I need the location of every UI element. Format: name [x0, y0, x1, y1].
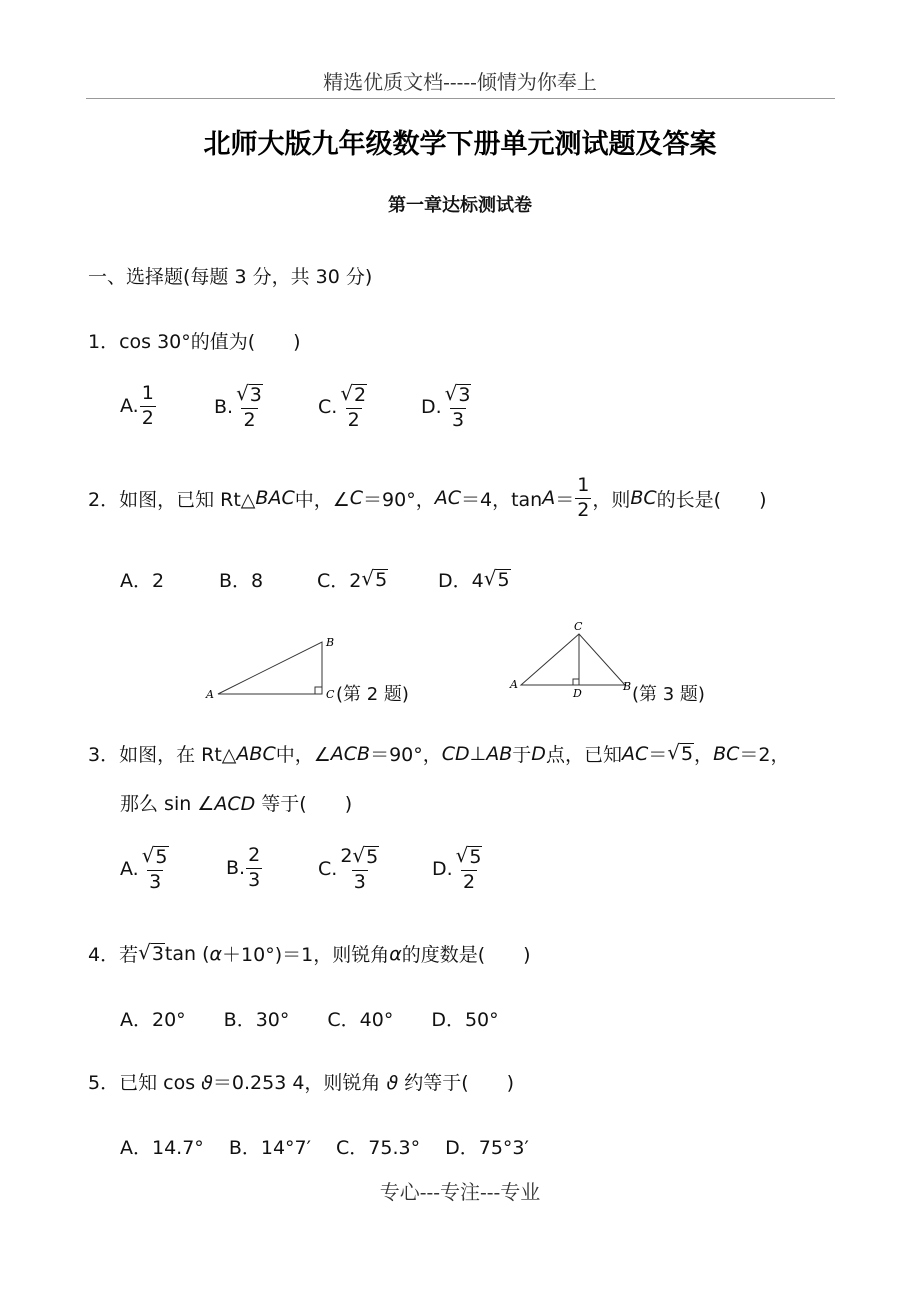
q1-option-b-fraction	[234, 381, 265, 431]
q3-b-denominator: 3	[248, 868, 261, 891]
q2-angle-c: C	[349, 487, 364, 510]
q2-fraction	[575, 476, 591, 521]
sqrt-icon: √	[138, 939, 151, 964]
q1-b-radicand: 3	[249, 384, 262, 406]
q2-option-b: B．8	[219, 570, 264, 592]
q3-option-a-label: A.	[120, 858, 139, 881]
q1-option-b	[214, 381, 266, 431]
q3-option-d	[432, 843, 485, 893]
fig3-label-a: A	[510, 678, 518, 691]
sqrt-icon: √	[340, 381, 354, 405]
q4-text-3: ＋10°)＝1，则锐角	[222, 944, 390, 966]
q2-text-3: ＝90°，	[363, 488, 435, 511]
sqrt-icon: √	[141, 843, 155, 867]
q3-c-coef: 2	[340, 845, 353, 867]
q4-text-4: 的度数是( )	[401, 944, 531, 966]
fig3-triangle-shape	[521, 634, 625, 685]
fig2-caption: (第 2 题)	[336, 684, 409, 705]
q3-text-4: 于	[512, 744, 532, 766]
fig2-right-angle-mark	[315, 687, 322, 694]
q2-text-5: ，则	[592, 488, 631, 511]
q5-text-2: ＝0.253 4，则锐角	[212, 1072, 387, 1094]
q3-option-b	[226, 846, 263, 891]
q4-alpha-2: α	[389, 942, 402, 965]
q5-theta: ϑ	[201, 1072, 213, 1094]
q3-text-7: ＝2，	[739, 744, 790, 766]
q2-option-d-coef: D．4	[438, 570, 484, 592]
q2-segment-ac: AC	[434, 487, 461, 510]
q1-b-denominator: 2	[243, 408, 256, 431]
sqrt-icon: √	[483, 565, 497, 590]
q3-option-d-fraction	[454, 843, 485, 893]
q1-option-d-fraction	[443, 381, 474, 431]
figure-q2-triangle	[200, 632, 340, 704]
q3-equals: ＝	[648, 744, 668, 766]
sqrt-icon: √	[455, 843, 469, 867]
q1-option-c	[318, 381, 370, 431]
q2-c-radicand: 5	[375, 568, 388, 591]
q3-text-6: ，	[694, 744, 714, 766]
q2-text-1: 2．如图，已知 Rt△	[88, 488, 256, 511]
fig3-label-b: B	[623, 680, 632, 693]
q3-line2-text-1: 那么 sin ∠	[120, 793, 215, 815]
fig3-label-c: C	[574, 620, 583, 633]
q1-option-a-fraction	[140, 384, 156, 429]
q3-segment-cd: CD	[441, 742, 470, 765]
q3-segment-ab: AB	[486, 742, 513, 765]
q1-a-denominator: 2	[141, 406, 154, 429]
question-2-stem	[88, 476, 767, 521]
q3-perp: ⊥	[469, 742, 487, 765]
question-4-stem	[88, 940, 531, 967]
q3-text-5: 点，已知	[545, 744, 622, 766]
q4-text-2: tan (	[164, 942, 210, 965]
q2-denominator: 2	[577, 498, 590, 521]
q4-text-1: 4．若	[88, 944, 139, 966]
q3-option-a-fraction	[140, 843, 171, 893]
document-title: 北师大版九年级数学下册单元测试题及答案	[203, 129, 717, 160]
fig2-label-b: B	[326, 636, 335, 649]
sqrt-icon: √	[236, 381, 249, 405]
q3-d-radicand: 5	[469, 846, 482, 868]
sqrt-icon: √	[352, 843, 366, 867]
q3-b-numerator: 2	[248, 844, 261, 866]
fig3-label-d: D	[573, 687, 582, 700]
q3-text-3: ＝90°，	[370, 744, 442, 766]
fig2-label-c: C	[326, 688, 335, 701]
q2-text-6: 的长是( )	[656, 488, 767, 511]
q2-text-2: 中，∠	[294, 488, 350, 511]
q3-segment-bc: BC	[713, 742, 740, 765]
q1-d-denominator: 3	[452, 408, 465, 431]
q1-option-c-fraction	[338, 381, 369, 431]
q3-option-c	[318, 843, 382, 893]
q3-radicand: 5	[680, 742, 694, 765]
q3-option-b-fraction	[246, 846, 262, 891]
q3-segment-ac: AC	[621, 742, 649, 765]
q3-angle-acb: ACB	[330, 742, 371, 765]
q5-text-1: 5．已知 cos	[88, 1072, 202, 1094]
q3-c-denominator: 3	[353, 870, 366, 893]
q2-numerator: 1	[577, 474, 590, 496]
question-3-stem-line2	[120, 789, 352, 816]
fig2-triangle-shape	[218, 642, 322, 694]
fig3-caption: (第 3 题)	[632, 684, 705, 705]
q1-option-c-label: C.	[318, 396, 338, 419]
header-rule	[86, 98, 835, 99]
sqrt-icon: √	[361, 565, 375, 590]
q2-angle-a: A	[542, 487, 556, 510]
q2-option-d	[438, 566, 511, 593]
q2-option-c-coef: C．2	[317, 570, 362, 592]
page-header: 精选优质文档-----倾情为你奉上	[323, 70, 597, 94]
q4-alpha: α	[209, 942, 223, 965]
section-heading: 一、选择题(每题 3 分，共 30 分)	[88, 266, 373, 288]
q3-option-c-label: C.	[318, 858, 338, 881]
fig2-label-a: A	[206, 688, 214, 701]
q2-segment-bc: BC	[630, 487, 657, 510]
q3-text-1: 3．如图，在 Rt△	[88, 744, 237, 766]
q1-option-a-label: A.	[120, 395, 139, 418]
sqrt-icon: √	[444, 381, 458, 405]
q1-d-radicand: 3	[458, 384, 471, 406]
q3-d-denominator: 2	[463, 870, 476, 893]
q3-option-a	[120, 843, 172, 893]
q5-theta-2: ϑ	[386, 1072, 399, 1094]
q2-d-radicand: 5	[497, 568, 510, 591]
q1-option-b-label: B.	[214, 396, 234, 419]
q3-angle-acd: ACD	[214, 793, 256, 815]
chapter-subtitle: 第一章达标测试卷	[388, 195, 532, 216]
q3-option-c-fraction	[338, 843, 381, 893]
page-footer: 专心---专注---专业	[379, 1180, 541, 1204]
q1-option-a	[120, 384, 157, 429]
q3-triangle: ABC	[236, 742, 276, 765]
sqrt-icon: √	[667, 739, 680, 764]
q1-c-radicand: 2	[354, 384, 367, 406]
q5-options: A．14.7° B．14°7′ C．75.3° D．75°3′	[120, 1137, 529, 1159]
q2-option-a: A．2	[120, 570, 165, 592]
q4-radicand: 3	[151, 942, 164, 965]
q3-point-d: D	[531, 742, 546, 765]
q3-option-d-label: D.	[432, 858, 453, 881]
q1-a-numerator: 1	[141, 382, 154, 404]
q2-text-4: ＝4，tan	[461, 488, 543, 511]
figure-q3-triangle	[505, 618, 635, 702]
question-3-stem-line1	[88, 740, 789, 767]
question-5-stem	[88, 1068, 514, 1095]
q3-option-b-label: B.	[226, 857, 246, 880]
q3-line2-text-2: 等于( )	[255, 793, 353, 815]
q1-option-d-label: D.	[421, 396, 442, 419]
q4-options: A．20° B．30° C．40° D．50°	[120, 1009, 499, 1031]
q2-equals: ＝	[555, 488, 575, 511]
q1-option-d	[421, 381, 474, 431]
q1-c-denominator: 2	[347, 408, 360, 431]
q3-a-radicand: 5	[155, 846, 168, 868]
q2-option-c	[317, 566, 388, 593]
question-1-stem: 1．cos 30°的值为( )	[88, 331, 301, 353]
q3-text-2: 中，∠	[275, 744, 331, 766]
q3-c-radicand: 5	[366, 846, 379, 868]
q5-text-3: 约等于( )	[398, 1072, 515, 1094]
q2-triangle: BAC	[255, 487, 295, 510]
q3-a-denominator: 3	[149, 870, 162, 893]
fig3-right-angle-mark	[573, 679, 579, 685]
